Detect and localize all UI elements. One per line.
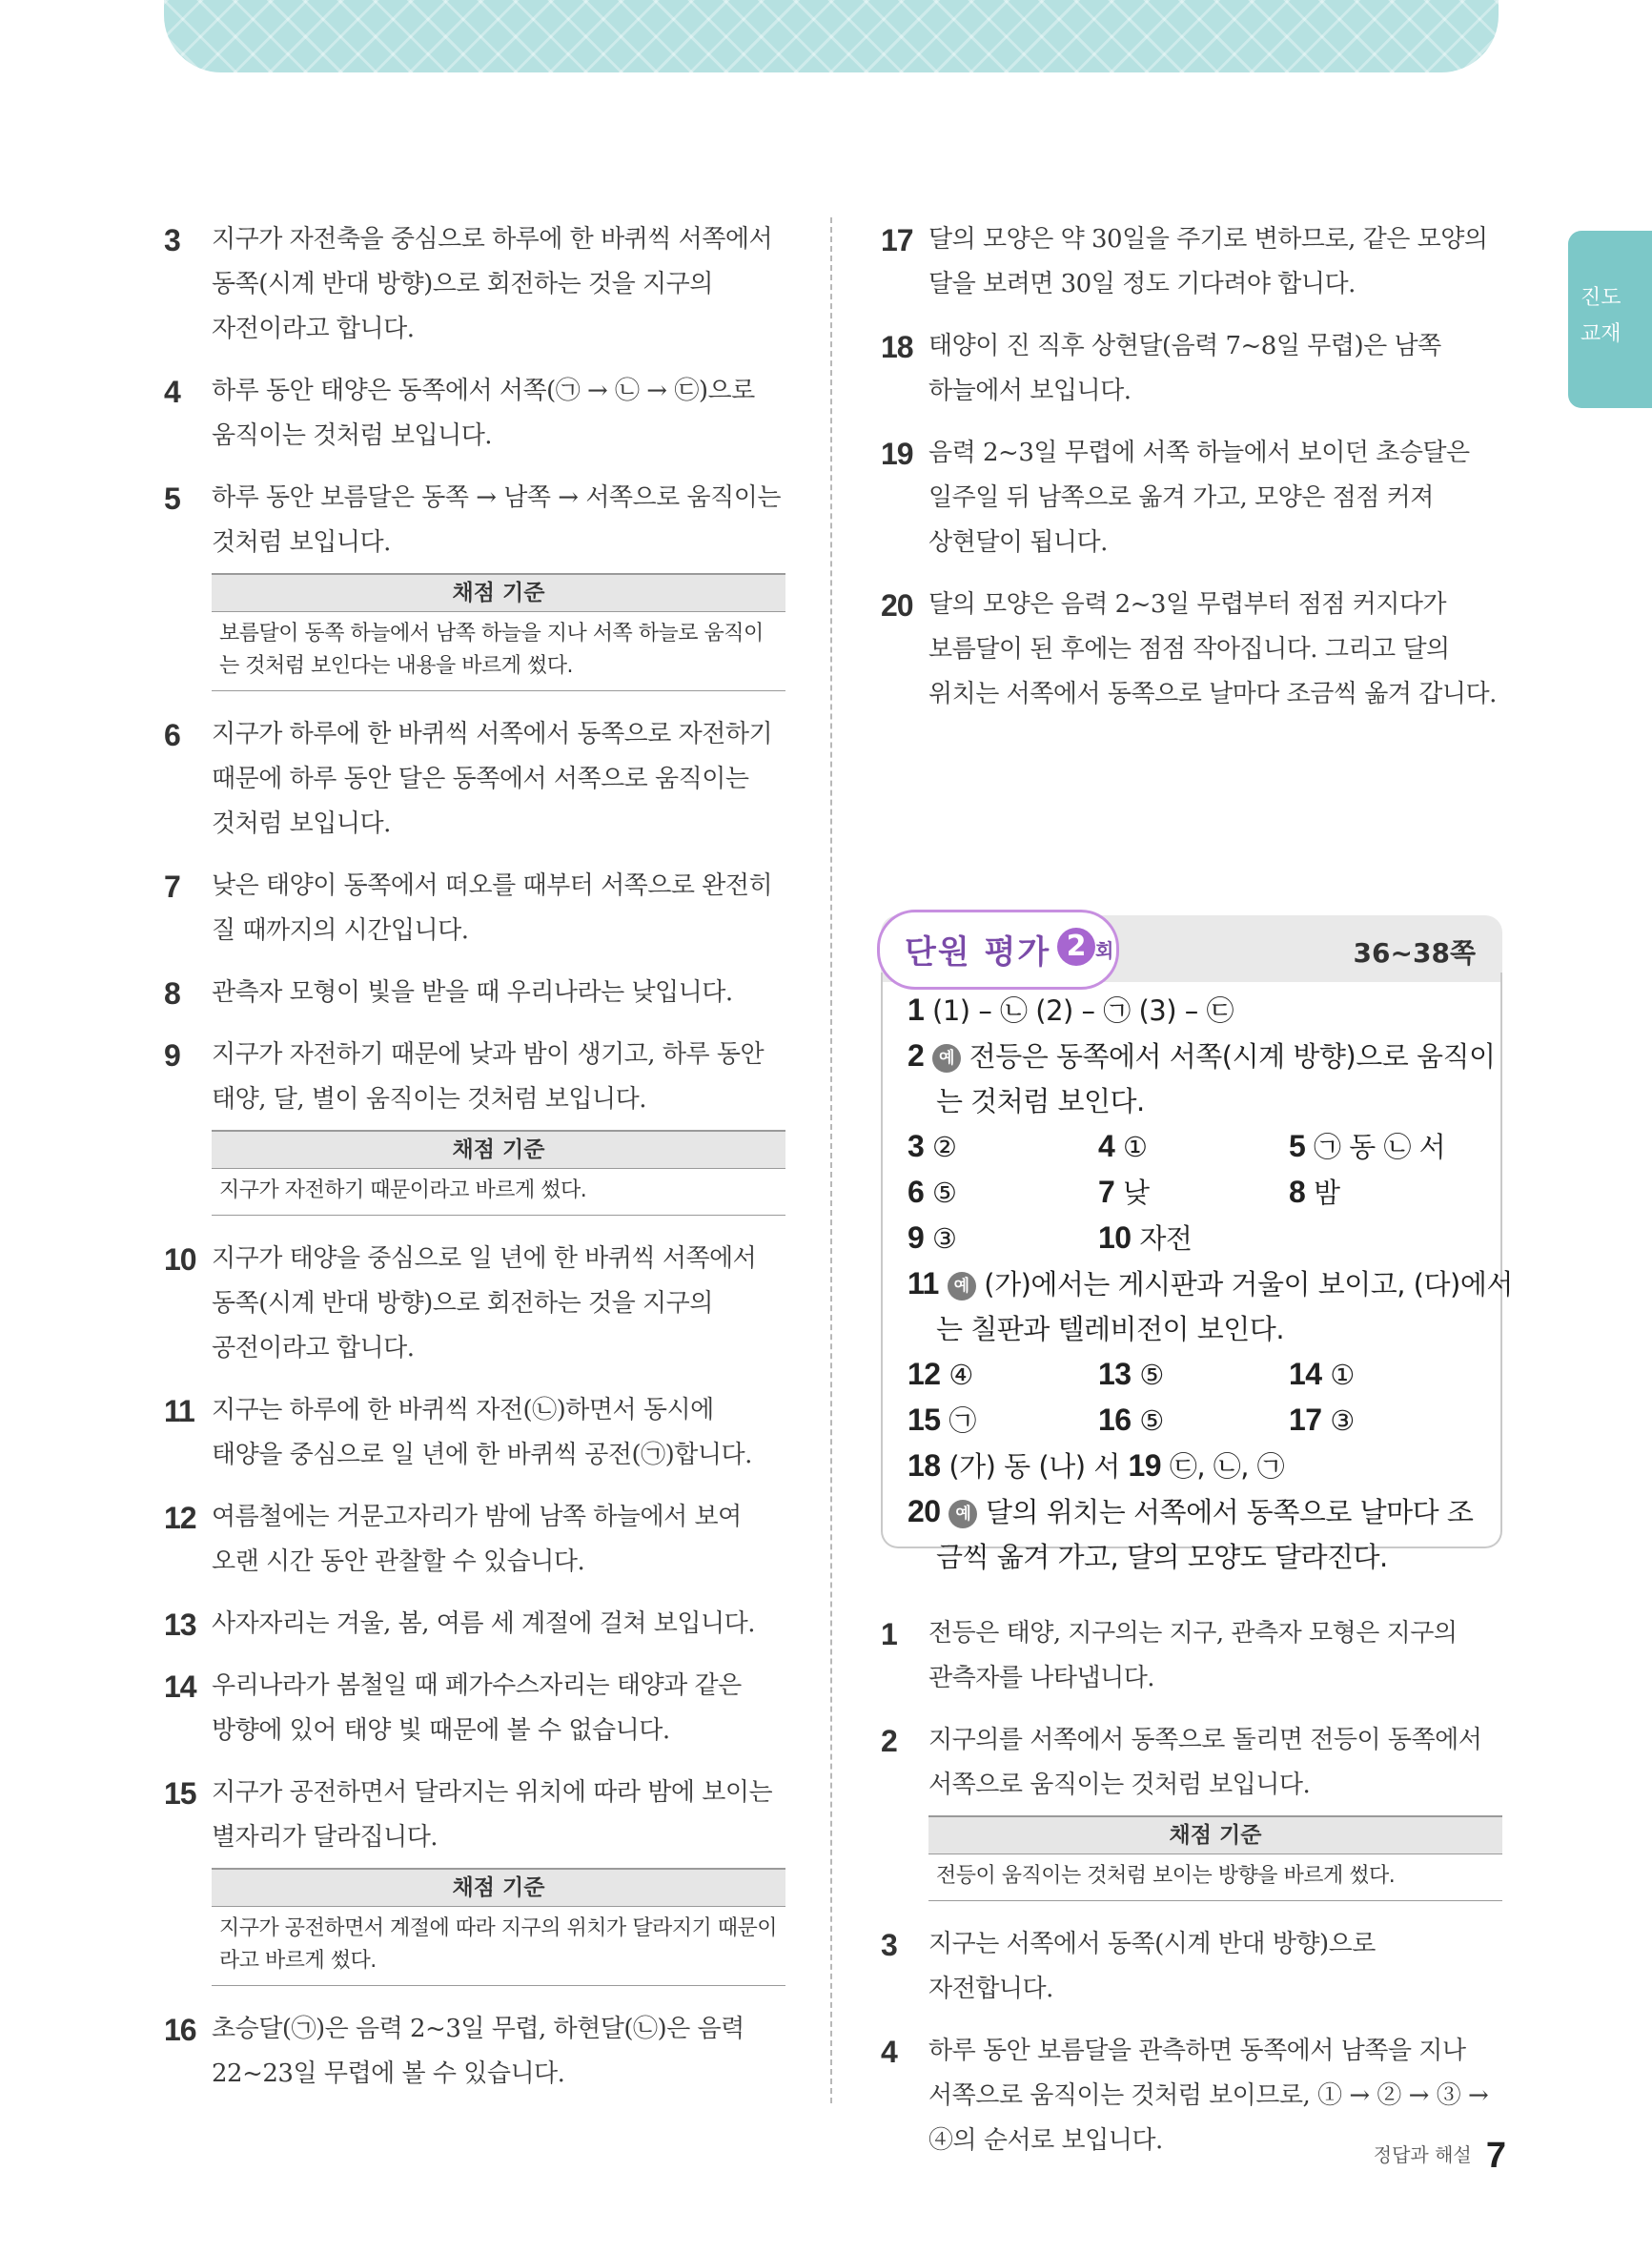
answer-17 (1289, 1398, 1479, 1444)
right-column-bottom (881, 1611, 1502, 2181)
side-tab-progress-textbook[interactable] (1568, 231, 1652, 408)
answer-text: (가) 동 (나) 서 (948, 1450, 1120, 1483)
answer-number: 20 (908, 1494, 941, 1528)
answer-text: ③ (932, 1222, 957, 1255)
answer-text: 달의 위치는 서쪽에서 동쪽으로 날마다 조 (986, 1496, 1474, 1528)
grading-criteria-5 (212, 573, 785, 691)
item-text: 하루 동안 태양은 동쪽에서 서쪽(㉠ → ㉡ → ㉢)으로 움직이는 것처럼 보입니다. (212, 377, 755, 450)
answer-text: ① (1330, 1359, 1355, 1391)
answer-item-11 (164, 1388, 785, 1478)
item-number: 8 (164, 976, 180, 1011)
answer-number: 18 (908, 1448, 941, 1483)
criteria-title: 채점 기준 (212, 1132, 785, 1169)
answer-line-20-cont: 금씩 옮겨 가고, 달의 모양도 달라진다. (936, 1541, 1388, 1573)
item-number: 13 (164, 1608, 196, 1642)
answer-row-3-5 (908, 1124, 1481, 1170)
answer-row-6-8 (908, 1170, 1481, 1216)
item-text: 지구는 하루에 한 바퀴씩 자전(㉡)하면서 동시에 태양을 중심으로 일 년에 한 바퀴씩 공전(㉠)합니다. (212, 1396, 752, 1469)
left-column (164, 217, 785, 2114)
badge-title: 단원 평가 (905, 933, 1051, 972)
answer-14 (1289, 1352, 1479, 1398)
answer-item-8 (164, 971, 785, 1015)
answer-number: 5 (1289, 1129, 1306, 1163)
example-mark-icon: 예 (932, 1044, 961, 1073)
answer-text: (1) – ㉡ (2) – ㉠ (3) – ㉢ (932, 994, 1234, 1027)
answer-3 (908, 1124, 1098, 1170)
item-text: 태양이 진 직후 상현달(음력 7~8일 무렵)은 남쪽 하늘에서 보입니다. (928, 332, 1441, 405)
item-text: 초승달(㉠)은 음력 2~3일 무렵, 하현달(㉡)은 음력 22~23일 무렵에 볼 수 있습니다. (212, 2015, 744, 2088)
example-mark-icon: 예 (948, 1272, 976, 1301)
item-text: 지구가 자전하기 때문에 낮과 밤이 생기고, 하루 동안 태양, 달, 별이 움직이는 것처럼 보입니다. (212, 1040, 765, 1114)
answer-item-14 (164, 1664, 785, 1753)
answer-number: 7 (1098, 1175, 1115, 1209)
answer-number: 16 (1098, 1403, 1132, 1437)
answer-item-18 (881, 324, 1502, 414)
item-text: 낮은 태양이 동쪽에서 떠오를 때부터 서쪽으로 완전히 질 때까지의 시간입니다. (212, 871, 773, 945)
criteria-title: 채점 기준 (212, 575, 785, 612)
answer-text: ① (1123, 1131, 1148, 1163)
answer-number: 11 (908, 1266, 939, 1301)
answer-number: 3 (908, 1129, 925, 1163)
grading-criteria-15 (212, 1868, 785, 1986)
answer-number: 19 (1128, 1448, 1162, 1483)
item-number: 10 (164, 1242, 196, 1277)
criteria-text: 전등이 움직이는 것처럼 보이는 방향을 바르게 썼다. (936, 1864, 1396, 1888)
answer-line-20 (908, 1489, 1481, 1535)
answer-item-20 (881, 583, 1502, 717)
item-number: 12 (164, 1501, 196, 1535)
answer-item-13 (164, 1602, 785, 1647)
right-column-top (881, 217, 1502, 734)
answer-text: ㉢, ㉡, ㉠ (1169, 1450, 1285, 1483)
answer-number: 12 (908, 1357, 941, 1391)
answer-text: 자전 (1139, 1222, 1193, 1255)
item-text: 하루 동안 보름달을 관측하면 동쪽에서 남쪽을 지나 서쪽으로 움직이는 것처럼 보이므로, ① → ② → ③ → ④의 순서로 보입니다. (928, 2037, 1489, 2155)
criteria-title: 채점 기준 (212, 1870, 785, 1907)
grading-criteria-r2 (928, 1815, 1502, 1901)
item-text: 관측자 모형이 빛을 받을 때 우리나라는 낮입니다. (212, 978, 733, 1007)
answer-text: 전등은 동쪽에서 서쪽(시계 방향)으로 움직이 (969, 1040, 1496, 1073)
item-text: 우리나라가 봄철일 때 페가수스자리는 태양과 같은 방향에 있어 태양 빛 때문에 볼 수 없습니다. (212, 1671, 742, 1745)
answer-item-9 (164, 1033, 785, 1122)
answer-number: 9 (908, 1220, 925, 1255)
criteria-title: 채점 기준 (928, 1817, 1502, 1854)
item-text: 달의 모양은 음력 2~3일 무렵부터 점점 커지다가 보름달이 된 후에는 점점 작아집니다. 그리고 달의 위치는 서쪽에서 동쪽으로 날마다 조금씩 옮겨 갑니다. (928, 590, 1497, 708)
answer-text: ⑤ (932, 1177, 957, 1209)
answer-item-19 (881, 431, 1502, 565)
unit-test-answer-box (881, 915, 1513, 1583)
answer-number: 4 (1098, 1129, 1115, 1163)
answer-box-body (881, 973, 1513, 1573)
answer-number: 15 (908, 1403, 941, 1437)
answer-row-9-10 (908, 1216, 1481, 1261)
item-text: 사자자리는 겨울, 봄, 여름 세 계절에 걸쳐 보입니다. (212, 1609, 755, 1638)
grading-criteria-9 (212, 1130, 785, 1216)
item-text: 하루 동안 보름달은 동쪽 → 남쪽 → 서쪽으로 움직이는 것처럼 보입니다. (212, 483, 782, 557)
answer-line-2-cont: 는 것처럼 보인다. (936, 1085, 1145, 1117)
answer-text: ③ (1330, 1404, 1355, 1437)
answer-item-12 (164, 1495, 785, 1585)
item-number: 18 (881, 330, 913, 364)
item-number: 11 (164, 1394, 194, 1428)
answer-number: 6 (908, 1175, 925, 1209)
item-number: 6 (164, 718, 180, 752)
answer-line-2 (908, 1034, 1496, 1079)
answer-text: ㉠ (948, 1404, 976, 1437)
answer-8 (1289, 1170, 1479, 1216)
item-number: 3 (164, 223, 180, 257)
answer-item-15 (164, 1771, 785, 1860)
answer-number: 2 (908, 1038, 925, 1073)
criteria-text: 보름달이 동쪽 하늘에서 남쪽 하늘을 지나 서쪽 하늘로 움직이는 것처럼 보인다는 내용을 바르게 썼다. (219, 622, 764, 678)
answer-item-10 (164, 1237, 785, 1371)
answer-number: 8 (1289, 1175, 1306, 1209)
item-text: 지구가 공전하면서 달라지는 위치에 따라 밤에 보이는 별자리가 달라집니다. (212, 1778, 773, 1852)
answer-15 (908, 1398, 1098, 1444)
item-text: 지구가 자전축을 중심으로 하루에 한 바퀴씩 서쪽에서 동쪽(시계 반대 방향)으로 회전하는 것을 지구의 자전이라고 합니다. (212, 225, 773, 343)
answer-number: 14 (1289, 1357, 1322, 1391)
criteria-text: 지구가 자전하기 때문이라고 바르게 썼다. (219, 1178, 587, 1202)
item-number: 15 (164, 1776, 196, 1811)
item-number: 2 (881, 1724, 897, 1758)
item-number: 3 (881, 1928, 897, 1962)
badge-round-suffix: 회 (1095, 939, 1114, 962)
answer-item-16 (164, 2007, 785, 2097)
answer-text: ② (932, 1131, 957, 1163)
badge-round-number: 2 (1057, 928, 1095, 966)
answer-text: ⑤ (1139, 1359, 1164, 1391)
item-text: 달의 모양은 약 30일을 주기로 변하므로, 같은 모양의 달을 보려면 30일 정도 기다려야 합니다. (928, 225, 1488, 298)
item-text: 지구의를 서쪽에서 동쪽으로 돌리면 전등이 동쪽에서 서쪽으로 움직이는 것처럼 보입니다. (928, 1726, 1482, 1799)
top-banner (164, 0, 1499, 72)
answer-item-4 (164, 369, 785, 459)
answer-line-11-cont: 는 칠판과 텔레비전이 보인다. (936, 1313, 1285, 1345)
item-number: 4 (881, 2035, 897, 2069)
answer-number: 1 (908, 993, 925, 1027)
side-tab-line1: 진도 (1581, 286, 1621, 310)
answer-text: 낮 (1123, 1177, 1150, 1209)
item-number: 9 (164, 1038, 180, 1073)
answer-5 (1289, 1124, 1479, 1170)
item-number: 20 (881, 588, 913, 623)
column-divider (830, 217, 832, 2103)
answer-9 (908, 1216, 1098, 1261)
answer-line-11 (908, 1261, 1513, 1307)
item-number: 17 (881, 223, 913, 257)
answer-6 (908, 1170, 1098, 1216)
item-number: 4 (164, 375, 180, 409)
answer-13 (1098, 1352, 1289, 1398)
answer-line-1 (908, 988, 1481, 1034)
answer-number: 17 (1289, 1403, 1322, 1437)
page-number: 7 (1485, 2136, 1506, 2176)
answer-number: 10 (1098, 1220, 1132, 1255)
answer-item-7 (164, 864, 785, 953)
example-mark-icon: 예 (948, 1500, 977, 1528)
explanation-item-2 (881, 1718, 1502, 1808)
answer-text: ⑤ (1139, 1404, 1164, 1437)
explanation-item-1 (881, 1611, 1502, 1701)
item-text: 여름철에는 거문고자리가 밤에 남쪽 하늘에서 보여 오랜 시간 동안 관찰할 수 있습니다. (212, 1503, 742, 1576)
answer-text: ④ (948, 1359, 973, 1391)
item-number: 5 (164, 481, 180, 516)
answer-text: (가)에서는 게시판과 거울이 보이고, (다)에서 (984, 1268, 1513, 1301)
item-text: 지구가 태양을 중심으로 일 년에 한 바퀴씩 서쪽에서 동쪽(시계 반대 방향)으로 회전하는 것을 지구의 공전이라고 합니다. (212, 1244, 757, 1362)
answer-row-12-14 (908, 1352, 1481, 1398)
item-text: 음력 2~3일 무렵에 서쪽 하늘에서 보이던 초승달은 일주일 뒤 남쪽으로 옮겨 가고, 모양은 점점 커져 상현달이 됩니다. (928, 439, 1470, 557)
page-footer (1335, 2136, 1506, 2177)
criteria-text: 지구가 공전하면서 계절에 따라 지구의 위치가 달라지기 때문이라고 바르게 썼다. (219, 1916, 778, 1973)
answer-item-6 (164, 712, 785, 847)
explanation-item-3 (881, 1922, 1502, 2012)
footer-text: 정답과 해설 (1373, 2143, 1472, 2166)
answer-12 (908, 1352, 1098, 1398)
answer-item-5 (164, 476, 785, 565)
item-text: 지구가 하루에 한 바퀴씩 서쪽에서 동쪽으로 자전하기 때문에 하루 동안 달은 동쪽에서 서쪽으로 움직이는 것처럼 보입니다. (212, 720, 773, 838)
side-tab-line2: 교재 (1581, 322, 1621, 346)
item-text: 전등은 태양, 지구의는 지구, 관측자 모형은 지구의 관측자를 나타냅니다. (928, 1619, 1458, 1692)
answer-text: 밤 (1314, 1177, 1340, 1209)
answer-7 (1098, 1170, 1289, 1216)
answer-line-18-19 (908, 1444, 1481, 1489)
item-number: 19 (881, 437, 913, 471)
answer-16 (1098, 1398, 1289, 1444)
answer-4 (1098, 1124, 1289, 1170)
item-number: 1 (881, 1617, 897, 1651)
item-number: 16 (164, 2013, 196, 2047)
answer-row-15-17 (908, 1398, 1481, 1444)
answer-10 (1098, 1216, 1289, 1261)
answer-number: 13 (1098, 1357, 1132, 1391)
page-range: 36~38쪽 (1353, 937, 1476, 969)
answer-item-3 (164, 217, 785, 352)
item-number: 7 (164, 870, 180, 904)
item-text: 지구는 서쪽에서 동쪽(시계 반대 방향)으로 자전합니다. (928, 1930, 1376, 2003)
answer-item-17 (881, 217, 1502, 307)
answer-text: ㉠ 동 ㉡ 서 (1314, 1131, 1446, 1163)
item-number: 14 (164, 1669, 196, 1704)
